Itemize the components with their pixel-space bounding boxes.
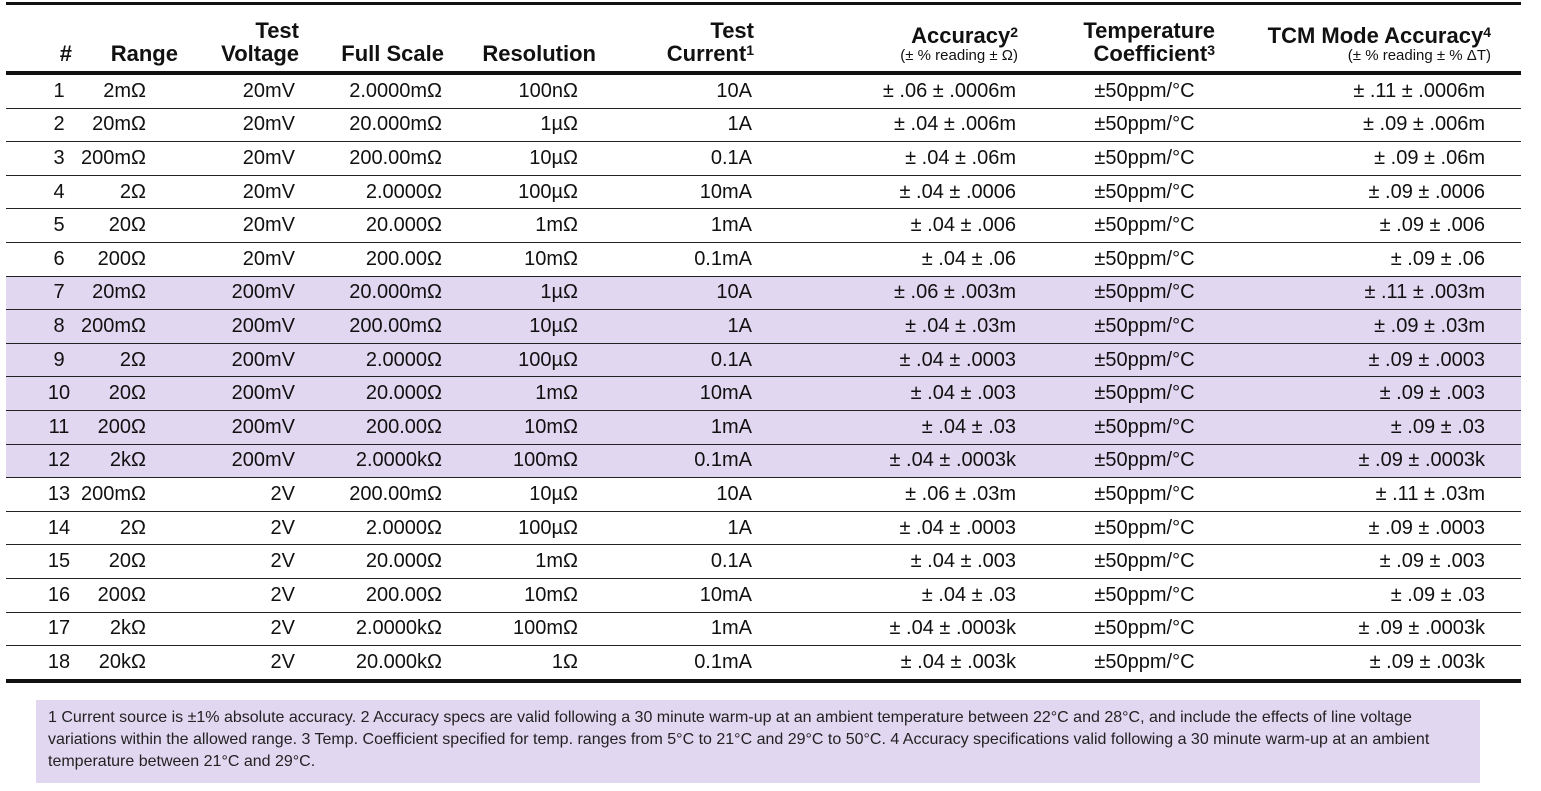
header-full-scale: Full Scale bbox=[341, 41, 444, 66]
header-test-voltage: Test Voltage bbox=[221, 18, 299, 66]
full-scale-cell: 2.0000Ω bbox=[299, 343, 444, 377]
table-row bbox=[6, 578, 1521, 612]
range-cell: 200Ω bbox=[72, 578, 178, 612]
test-current-cell: 10mA bbox=[596, 377, 754, 411]
temperature-coefficient-cell: ±50ppm/°C bbox=[1018, 578, 1215, 612]
full-scale-cell: 200.00Ω bbox=[299, 242, 444, 276]
temperature-coefficient-cell: ±50ppm/°C bbox=[1018, 478, 1215, 512]
range-cell: 20Ω bbox=[72, 377, 178, 411]
range-cell: 200mΩ bbox=[72, 478, 178, 512]
header-range: Range bbox=[110, 41, 178, 66]
range-cell: 2Ω bbox=[72, 511, 178, 545]
resolution-cell: 100mΩ bbox=[444, 612, 596, 646]
temperature-coefficient-cell: ±50ppm/°C bbox=[1018, 142, 1215, 176]
header-test-current: Test Current$^1$ bbox=[666, 18, 754, 66]
test-current-cell: 1mA bbox=[596, 209, 754, 243]
table-row bbox=[6, 242, 1521, 276]
full-scale-cell: 2.0000Ω bbox=[299, 511, 444, 545]
resistance-spec-table bbox=[6, 5, 1521, 683]
test-voltage-cell: 20mV bbox=[178, 175, 299, 209]
tcm-accuracy-cell: ± .09 ± .03 bbox=[1215, 578, 1521, 612]
accuracy-cell: ± .04 ± .0003k bbox=[754, 612, 1018, 646]
tcm-accuracy-cell: ± .09 ± .06 bbox=[1215, 242, 1521, 276]
full-scale-cell: 200.00mΩ bbox=[299, 142, 444, 176]
accuracy-cell: ± .04 ± .0003k bbox=[754, 444, 1018, 478]
table-row bbox=[6, 478, 1521, 512]
table-row bbox=[6, 142, 1521, 176]
header-resolution: Resolution bbox=[482, 41, 596, 66]
tcm-accuracy-cell: ± .11 ± .03m bbox=[1215, 478, 1521, 512]
row-number: 6 bbox=[6, 242, 72, 276]
range-cell: 200mΩ bbox=[72, 142, 178, 176]
row-number: 5 bbox=[6, 209, 72, 243]
range-cell: 200Ω bbox=[72, 410, 178, 444]
range-cell: 2kΩ bbox=[72, 444, 178, 478]
test-current-cell: 1A bbox=[596, 511, 754, 545]
temperature-coefficient-cell: ±50ppm/°C bbox=[1018, 73, 1215, 108]
test-current-cell: 0.1A bbox=[596, 545, 754, 579]
test-current-cell: 10A bbox=[596, 276, 754, 310]
header-tcm-mode-accuracy: TCM Mode Accuracy$^4$ (± % reading ± % ΔT) bbox=[1215, 5, 1521, 73]
resolution-cell: 1mΩ bbox=[444, 209, 596, 243]
accuracy-cell: ± .04 ± .03m bbox=[754, 310, 1018, 344]
resolution-cell: 10mΩ bbox=[444, 578, 596, 612]
temperature-coefficient-cell: ±50ppm/°C bbox=[1018, 310, 1215, 344]
test-voltage-cell: 200mV bbox=[178, 377, 299, 411]
row-number: 8 bbox=[6, 310, 72, 344]
temperature-coefficient-cell: ±50ppm/°C bbox=[1018, 511, 1215, 545]
accuracy-cell: ± .04 ± .03 bbox=[754, 410, 1018, 444]
full-scale-cell: 20.000kΩ bbox=[299, 646, 444, 681]
test-voltage-cell: 2V bbox=[178, 511, 299, 545]
resolution-cell: 10µΩ bbox=[444, 478, 596, 512]
accuracy-cell: ± .04 ± .0003 bbox=[754, 511, 1018, 545]
row-number: 13 bbox=[6, 478, 72, 512]
full-scale-cell: 20.000Ω bbox=[299, 377, 444, 411]
header-accuracy: Accuracy$^2$ (± % reading ± Ω) bbox=[754, 5, 1018, 73]
resolution-cell: 1mΩ bbox=[444, 377, 596, 411]
table-row bbox=[6, 612, 1521, 646]
table-row bbox=[6, 276, 1521, 310]
row-number: 3 bbox=[6, 142, 72, 176]
temperature-coefficient-cell: ±50ppm/°C bbox=[1018, 209, 1215, 243]
row-number: 4 bbox=[6, 175, 72, 209]
full-scale-cell: 200.00mΩ bbox=[299, 478, 444, 512]
table-row bbox=[6, 310, 1521, 344]
row-number: 14 bbox=[6, 511, 72, 545]
table-row bbox=[6, 545, 1521, 579]
test-current-cell: 0.1A bbox=[596, 343, 754, 377]
tcm-accuracy-cell: ± .09 ± .0003k bbox=[1215, 444, 1521, 478]
test-voltage-cell: 20mV bbox=[178, 73, 299, 108]
full-scale-cell: 20.000mΩ bbox=[299, 276, 444, 310]
resolution-cell: 100µΩ bbox=[444, 175, 596, 209]
resolution-cell: 1µΩ bbox=[444, 108, 596, 142]
full-scale-cell: 2.0000kΩ bbox=[299, 444, 444, 478]
resolution-cell: 10mΩ bbox=[444, 410, 596, 444]
table-row bbox=[6, 73, 1521, 108]
row-number: 12 bbox=[6, 444, 72, 478]
table-row bbox=[6, 511, 1521, 545]
accuracy-cell: ± .04 ± .0003 bbox=[754, 343, 1018, 377]
table-header bbox=[6, 5, 1521, 73]
tcm-accuracy-cell: ± .09 ± .0003 bbox=[1215, 511, 1521, 545]
test-voltage-cell: 200mV bbox=[178, 444, 299, 478]
footnote-box bbox=[36, 700, 1480, 783]
tcm-accuracy-cell: ± .09 ± .0006 bbox=[1215, 175, 1521, 209]
table-row bbox=[6, 343, 1521, 377]
test-current-cell: 1mA bbox=[596, 612, 754, 646]
tcm-accuracy-cell: ± .09 ± .0003 bbox=[1215, 343, 1521, 377]
tcm-accuracy-cell: ± .09 ± .003k bbox=[1215, 646, 1521, 681]
range-cell: 20kΩ bbox=[72, 646, 178, 681]
resolution-cell: 100nΩ bbox=[444, 73, 596, 108]
table-row bbox=[6, 410, 1521, 444]
test-voltage-cell: 20mV bbox=[178, 108, 299, 142]
table-row bbox=[6, 175, 1521, 209]
temperature-coefficient-cell: ±50ppm/°C bbox=[1018, 646, 1215, 681]
tcm-accuracy-cell: ± .11 ± .003m bbox=[1215, 276, 1521, 310]
full-scale-cell: 20.000mΩ bbox=[299, 108, 444, 142]
range-cell: 2kΩ bbox=[72, 612, 178, 646]
accuracy-cell: ± .04 ± .0006 bbox=[754, 175, 1018, 209]
table-row bbox=[6, 108, 1521, 142]
test-voltage-cell: 200mV bbox=[178, 410, 299, 444]
test-current-cell: 10A bbox=[596, 478, 754, 512]
resolution-cell: 1Ω bbox=[444, 646, 596, 681]
temperature-coefficient-cell: ±50ppm/°C bbox=[1018, 175, 1215, 209]
test-voltage-cell: 2V bbox=[178, 545, 299, 579]
temperature-coefficient-cell: ±50ppm/°C bbox=[1018, 444, 1215, 478]
test-current-cell: 10mA bbox=[596, 578, 754, 612]
tcm-accuracy-cell: ± .11 ± .0006m bbox=[1215, 73, 1521, 108]
row-number: 15 bbox=[6, 545, 72, 579]
row-number: 10 bbox=[6, 377, 72, 411]
resolution-cell: 100µΩ bbox=[444, 343, 596, 377]
accuracy-cell: ± .04 ± .003 bbox=[754, 377, 1018, 411]
range-cell: 200Ω bbox=[72, 242, 178, 276]
header-num: # bbox=[59, 41, 72, 66]
resolution-cell: 100µΩ bbox=[444, 511, 596, 545]
tcm-accuracy-cell: ± .09 ± .003 bbox=[1215, 545, 1521, 579]
temperature-coefficient-cell: ±50ppm/°C bbox=[1018, 545, 1215, 579]
table-body bbox=[6, 73, 1521, 681]
full-scale-cell: 20.000Ω bbox=[299, 545, 444, 579]
footnote-text: 1 Current source is ±1% absolute accuracy. 2 Accuracy specs are valid following a 30 minute warm-up at an ambient temperature between 22°C and 28°C, and include the effects of line voltage variations within the allowed range. 3 Temp. Coefficient specified for temp. ranges from 5°C to 21°C and 29°C to 50°C. 4 Accuracy specifications valid following a 30 minute warm-up at an ambient temperature between 21°C and 29°C. bbox=[48, 709, 1430, 770]
accuracy-cell: ± .04 ± .003k bbox=[754, 646, 1018, 681]
test-current-cell: 0.1mA bbox=[596, 646, 754, 681]
resolution-cell: 1mΩ bbox=[444, 545, 596, 579]
accuracy-cell: ± .04 ± .006 bbox=[754, 209, 1018, 243]
temperature-coefficient-cell: ±50ppm/°C bbox=[1018, 242, 1215, 276]
test-voltage-cell: 2V bbox=[178, 612, 299, 646]
range-cell: 2Ω bbox=[72, 175, 178, 209]
row-number: 11 bbox=[6, 410, 72, 444]
test-current-cell: 1mA bbox=[596, 410, 754, 444]
row-number: 7 bbox=[6, 276, 72, 310]
table-row bbox=[6, 444, 1521, 478]
accuracy-cell: ± .04 ± .006m bbox=[754, 108, 1018, 142]
tcm-accuracy-cell: ± .09 ± .003 bbox=[1215, 377, 1521, 411]
temperature-coefficient-cell: ±50ppm/°C bbox=[1018, 343, 1215, 377]
test-current-cell: 1A bbox=[596, 310, 754, 344]
test-current-cell: 0.1mA bbox=[596, 242, 754, 276]
row-number: 2 bbox=[6, 108, 72, 142]
full-scale-cell: 2.0000kΩ bbox=[299, 612, 444, 646]
tcm-accuracy-cell: ± .09 ± .006m bbox=[1215, 108, 1521, 142]
header-tcm-units: (± % reading ± % ΔT) bbox=[1347, 47, 1491, 64]
temperature-coefficient-cell: ±50ppm/°C bbox=[1018, 108, 1215, 142]
row-number: 18 bbox=[6, 646, 72, 681]
temperature-coefficient-cell: ±50ppm/°C bbox=[1018, 276, 1215, 310]
temperature-coefficient-cell: ±50ppm/°C bbox=[1018, 410, 1215, 444]
tcm-accuracy-cell: ± .09 ± .03 bbox=[1215, 410, 1521, 444]
range-cell: 200mΩ bbox=[72, 310, 178, 344]
accuracy-cell: ± .04 ± .06 bbox=[754, 242, 1018, 276]
resolution-cell: 100mΩ bbox=[444, 444, 596, 478]
test-voltage-cell: 20mV bbox=[178, 242, 299, 276]
resolution-cell: 1µΩ bbox=[444, 276, 596, 310]
tcm-accuracy-cell: ± .09 ± .0003k bbox=[1215, 612, 1521, 646]
test-current-cell: 0.1A bbox=[596, 142, 754, 176]
test-current-cell: 1A bbox=[596, 108, 754, 142]
tcm-accuracy-cell: ± .09 ± .03m bbox=[1215, 310, 1521, 344]
table-row bbox=[6, 377, 1521, 411]
row-number: 17 bbox=[6, 612, 72, 646]
full-scale-cell: 200.00Ω bbox=[299, 578, 444, 612]
table-row bbox=[6, 209, 1521, 243]
test-voltage-cell: 2V bbox=[178, 478, 299, 512]
header-temperature-coefficient: Temperature Coefficient$^3$ bbox=[1083, 18, 1215, 66]
test-current-cell: 10A bbox=[596, 73, 754, 108]
row-number: 16 bbox=[6, 578, 72, 612]
temperature-coefficient-cell: ±50ppm/°C bbox=[1018, 377, 1215, 411]
resolution-cell: 10mΩ bbox=[444, 242, 596, 276]
test-current-cell: 0.1mA bbox=[596, 444, 754, 478]
resolution-cell: 10µΩ bbox=[444, 310, 596, 344]
full-scale-cell: 2.0000Ω bbox=[299, 175, 444, 209]
full-scale-cell: 200.00mΩ bbox=[299, 310, 444, 344]
accuracy-cell: ± .04 ± .06m bbox=[754, 142, 1018, 176]
range-cell: 20Ω bbox=[72, 209, 178, 243]
header-accuracy-units: (± % reading ± Ω) bbox=[900, 47, 1018, 64]
range-cell: 2mΩ bbox=[72, 73, 178, 108]
test-voltage-cell: 200mV bbox=[178, 343, 299, 377]
tcm-accuracy-cell: ± .09 ± .06m bbox=[1215, 142, 1521, 176]
temperature-coefficient-cell: ±50ppm/°C bbox=[1018, 612, 1215, 646]
accuracy-cell: ± .04 ± .03 bbox=[754, 578, 1018, 612]
accuracy-cell: ± .06 ± .0006m bbox=[754, 73, 1018, 108]
test-voltage-cell: 20mV bbox=[178, 142, 299, 176]
test-current-cell: 10mA bbox=[596, 175, 754, 209]
range-cell: 20Ω bbox=[72, 545, 178, 579]
accuracy-cell: ± .06 ± .003m bbox=[754, 276, 1018, 310]
range-cell: 20mΩ bbox=[72, 276, 178, 310]
range-cell: 20mΩ bbox=[72, 108, 178, 142]
range-cell: 2Ω bbox=[72, 343, 178, 377]
test-voltage-cell: 2V bbox=[178, 646, 299, 681]
resolution-cell: 10µΩ bbox=[444, 142, 596, 176]
table-row bbox=[6, 646, 1521, 681]
test-voltage-cell: 2V bbox=[178, 578, 299, 612]
accuracy-cell: ± .04 ± .003 bbox=[754, 545, 1018, 579]
row-number: 1 bbox=[6, 73, 72, 108]
test-voltage-cell: 20mV bbox=[178, 209, 299, 243]
full-scale-cell: 200.00Ω bbox=[299, 410, 444, 444]
full-scale-cell: 2.0000mΩ bbox=[299, 73, 444, 108]
row-number: 9 bbox=[6, 343, 72, 377]
accuracy-cell: ± .06 ± .03m bbox=[754, 478, 1018, 512]
full-scale-cell: 20.000Ω bbox=[299, 209, 444, 243]
test-voltage-cell: 200mV bbox=[178, 310, 299, 344]
spec-table-container bbox=[6, 2, 1521, 683]
tcm-accuracy-cell: ± .09 ± .006 bbox=[1215, 209, 1521, 243]
test-voltage-cell: 200mV bbox=[178, 276, 299, 310]
